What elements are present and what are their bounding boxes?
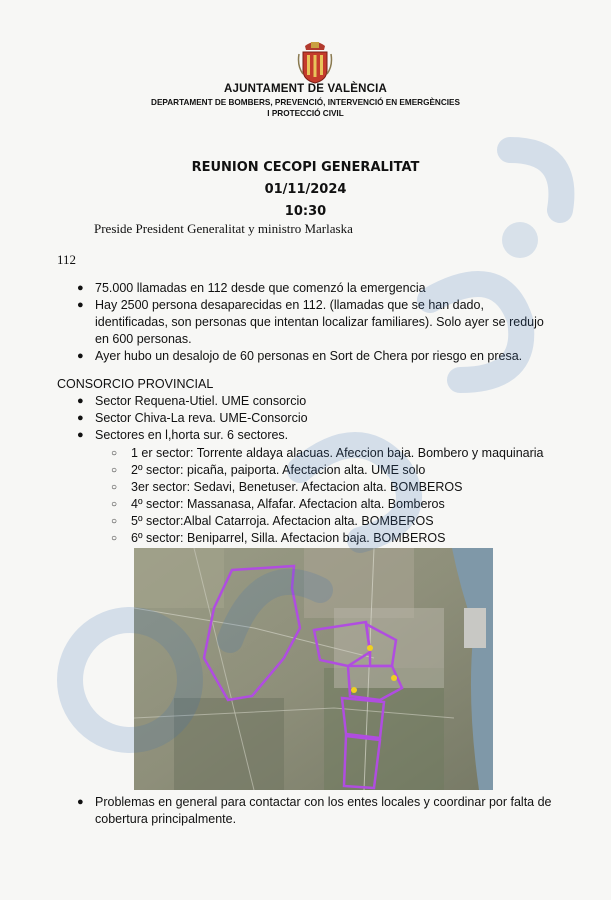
department-line-2: I PROTECCIÓ CIVIL bbox=[267, 109, 344, 118]
sector-map-image bbox=[134, 548, 493, 790]
bullet-icon: ● bbox=[77, 299, 84, 311]
list-item bbox=[77, 410, 308, 427]
list-item-continuation: en 600 personas. bbox=[95, 332, 192, 346]
circle-bullet-icon: ○ bbox=[111, 482, 118, 493]
list-item-text: Hay 2500 persona desaparecidas en 112. (llamadas que se han dado, bbox=[95, 298, 484, 312]
city-crest-icon bbox=[297, 40, 333, 84]
meeting-date: 01/11/2024 bbox=[264, 182, 347, 197]
meeting-time: 10:30 bbox=[284, 204, 327, 219]
sub-list-item-text: 4º sector: Massanasa, Alfafar. Afectacion alta. Bomberos bbox=[131, 497, 445, 511]
sub-list-item-text: 2º sector: picaña, paiporta. Afectacion alta. UME solo bbox=[131, 463, 426, 477]
presided-by: Preside President Generalitat y ministro Marlaska bbox=[94, 221, 353, 236]
list-item bbox=[77, 794, 552, 811]
bullet-icon: ● bbox=[77, 796, 84, 808]
meeting-title: REUNION CECOPI GENERALITAT bbox=[191, 160, 420, 175]
sub-list-item-text: 1 er sector: Torrente aldaya alacuas. Afeccion baja. Bombero y maquinaria bbox=[131, 446, 544, 460]
consorcio-label: CONSORCIO PROVINCIAL bbox=[57, 377, 214, 391]
list-item-continuation: cobertura principalmente. bbox=[95, 812, 237, 826]
list-item-text: Problemas en general para contactar con los entes locales y coordinar por falta de bbox=[95, 795, 552, 809]
circle-bullet-icon: ○ bbox=[111, 533, 118, 544]
list-item bbox=[77, 280, 426, 297]
circle-bullet-icon: ○ bbox=[111, 448, 118, 459]
section-112-label: 112 bbox=[57, 252, 77, 267]
department-line-1: DEPARTAMENT DE BOMBERS, PREVENCIÓ, INTERVENCIÓ EN EMERGÈNCIES bbox=[151, 98, 460, 107]
bullet-icon: ● bbox=[77, 282, 84, 294]
sub-list-item-text: 6º sector: Beniparrel, Silla. Afectacion baja. BOMBEROS bbox=[131, 531, 446, 545]
list-item-text: Sector Requena-Utiel. UME consorcio bbox=[95, 394, 307, 408]
list-item bbox=[77, 393, 307, 410]
sub-list-item bbox=[111, 462, 426, 479]
org-name: AJUNTAMENT DE VALÈNCIA bbox=[223, 83, 388, 95]
bullet-icon: ● bbox=[77, 395, 84, 407]
list-item-continuation: identificadas, son personas que intentan localizar familiares). Solo ayer se redujo bbox=[95, 315, 544, 329]
circle-bullet-icon: ○ bbox=[111, 516, 118, 527]
sub-list-item bbox=[111, 496, 445, 513]
list-item-text: 75.000 llamadas en 112 desde que comenzó la emergencia bbox=[95, 281, 426, 295]
list-item bbox=[77, 297, 484, 314]
list-item bbox=[77, 427, 289, 444]
sub-list-item bbox=[111, 445, 544, 462]
bullet-icon: ● bbox=[77, 412, 84, 424]
bullet-icon: ● bbox=[77, 429, 84, 441]
list-item bbox=[77, 348, 523, 365]
sub-list-item bbox=[111, 513, 434, 530]
circle-bullet-icon: ○ bbox=[111, 499, 118, 510]
sub-list-item-text: 5º sector:Albal Catarroja. Afectacion alta. BOMBEROS bbox=[131, 514, 434, 528]
sub-list-item-text: 3er sector: Sedavi, Benetuser. Afectacion alta. BOMBEROS bbox=[131, 480, 463, 494]
list-item-text: Sectores en l,horta sur. 6 sectores. bbox=[95, 428, 289, 442]
sub-list-item bbox=[111, 530, 446, 547]
sector-map-graphic bbox=[134, 548, 493, 790]
list-item-text: Ayer hubo un desalojo de 60 personas en Sort de Chera por riesgo en presa. bbox=[95, 349, 523, 363]
list-item-text: Sector Chiva-La reva. UME-Consorcio bbox=[95, 411, 308, 425]
sub-list-item bbox=[111, 479, 463, 496]
bullet-icon: ● bbox=[77, 350, 84, 362]
circle-bullet-icon: ○ bbox=[111, 465, 118, 476]
